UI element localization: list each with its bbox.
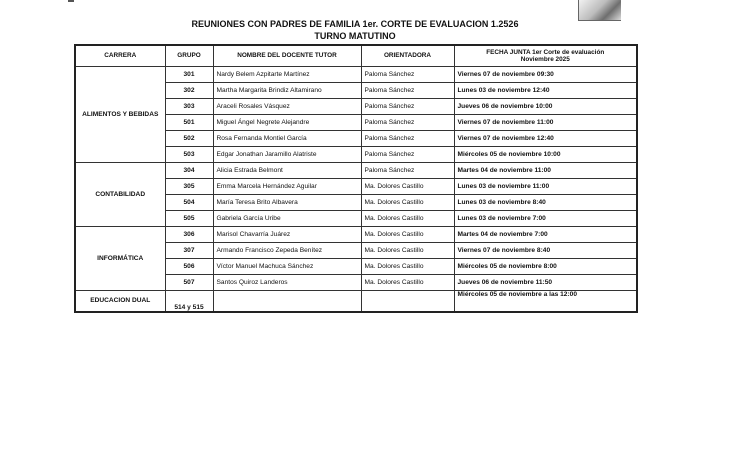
row-docente: Miguel Ángel Negrete Alejandre <box>213 115 361 131</box>
row-orientadora: Ma. Dolores Castillo <box>361 227 454 243</box>
row-grupo: 505 <box>165 211 213 227</box>
row-orientadora: Ma. Dolores Castillo <box>361 179 454 195</box>
row-grupo: 501 <box>165 115 213 131</box>
row-docente: María Teresa Brito Albavera <box>213 195 361 211</box>
row-grupo: 503 <box>165 147 213 163</box>
header-fecha-line2: Noviembre 2025 <box>520 56 570 63</box>
row-orientadora: Paloma Sánchez <box>361 115 454 131</box>
row-docente: Gabriela García Uribe <box>213 211 361 227</box>
row-docente: Edgar Jonathan Jaramillo Alatriste <box>213 147 361 163</box>
table-row-dual <box>75 291 637 313</box>
row-fecha: Miércoles 05 de noviembre 10:00 <box>454 147 637 163</box>
career-contabilidad: CONTABILIDAD <box>75 163 165 227</box>
row-fecha: Jueves 06 de noviembre 10:00 <box>454 99 637 115</box>
row-grupo: 502 <box>165 131 213 147</box>
table-row <box>75 227 637 243</box>
row-fecha: Viernes 07 de noviembre 8:40 <box>454 243 637 259</box>
row-docente: Rosa Fernanda Montiel García <box>213 131 361 147</box>
document-title: REUNIONES CON PADRES DE FAMILIA 1er. CORTE DE EVALUACION 1.2526 <box>191 19 519 29</box>
row-fecha: Viernes 07 de noviembre 11:00 <box>454 115 637 131</box>
dual-fecha: Miércoles 05 de noviembre a las 12:00 <box>454 291 637 313</box>
row-orientadora: Ma. Dolores Castillo <box>361 259 454 275</box>
row-fecha: Lunes 03 de noviembre 12:40 <box>454 83 637 99</box>
document-subtitle: TURNO MATUTINO <box>314 31 396 41</box>
row-grupo: 307 <box>165 243 213 259</box>
row-docente: Armando Francisco Zepeda Benítez <box>213 243 361 259</box>
row-grupo: 304 <box>165 163 213 179</box>
row-fecha: Viernes 07 de noviembre 09:30 <box>454 67 637 83</box>
corner-mark <box>68 0 74 2</box>
row-orientadora: Paloma Sánchez <box>361 67 454 83</box>
row-fecha: Lunes 03 de noviembre 8:40 <box>454 195 637 211</box>
career-alimentos: ALIMENTOS Y BEBIDAS <box>75 67 165 163</box>
row-grupo: 303 <box>165 99 213 115</box>
header-photo <box>578 0 621 21</box>
career-dual: EDUCACION DUAL <box>75 291 165 313</box>
meetings-table <box>74 44 638 313</box>
row-docente: Santos Quiroz Landeros <box>213 275 361 291</box>
row-docente: Alicia Estrada Belmont <box>213 163 361 179</box>
row-fecha: Miércoles 05 de noviembre 8:00 <box>454 259 637 275</box>
dual-docente-empty <box>213 291 361 313</box>
row-fecha: Lunes 03 de noviembre 11:00 <box>454 179 637 195</box>
row-grupo: 306 <box>165 227 213 243</box>
header-fecha-line1: FECHA JUNTA 1er Corte de evaluación <box>486 48 605 56</box>
row-docente: Marisol Chavarría Juárez <box>213 227 361 243</box>
row-docente: Víctor Manuel Machuca Sánchez <box>213 259 361 275</box>
row-docente: Araceli Rosales Vásquez <box>213 99 361 115</box>
career-informatica: INFORMÁTICA <box>75 227 165 291</box>
row-grupo: 504 <box>165 195 213 211</box>
row-fecha: Jueves 06 de noviembre 11:50 <box>454 275 637 291</box>
row-orientadora: Paloma Sánchez <box>361 163 454 179</box>
row-grupo: 305 <box>165 179 213 195</box>
dual-orientadora-empty <box>361 291 454 313</box>
row-orientadora: Paloma Sánchez <box>361 99 454 115</box>
row-orientadora: Ma. Dolores Castillo <box>361 211 454 227</box>
row-docente: Nardy Belem Azpitarte Martínez <box>213 67 361 83</box>
header-fecha <box>454 45 637 67</box>
header-orientadora: ORIENTADORA <box>361 45 454 67</box>
header-grupo: GRUPO <box>165 45 213 67</box>
row-docente: Emma Marcela Hernández Aguilar <box>213 179 361 195</box>
row-fecha: Martes 04 de noviembre 7:00 <box>454 227 637 243</box>
header-docente: NOMBRE DEL DOCENTE TUTOR <box>213 45 361 67</box>
row-fecha: Martes 04 de noviembre 11:00 <box>454 163 637 179</box>
row-orientadora: Paloma Sánchez <box>361 131 454 147</box>
row-fecha: Viernes 07 de noviembre 12:40 <box>454 131 637 147</box>
table-row <box>75 163 637 179</box>
row-orientadora: Ma. Dolores Castillo <box>361 243 454 259</box>
row-grupo: 506 <box>165 259 213 275</box>
row-fecha: Lunes 03 de noviembre 7:00 <box>454 211 637 227</box>
header-carrera: CARRERA <box>75 45 165 67</box>
row-orientadora: Paloma Sánchez <box>361 147 454 163</box>
table-header-row <box>75 45 637 67</box>
table-row <box>75 67 637 83</box>
dual-grupo: 514 y 515 <box>165 291 213 313</box>
row-docente: Martha Margarita Brindiz Altamirano <box>213 83 361 99</box>
row-orientadora: Ma. Dolores Castillo <box>361 195 454 211</box>
row-orientadora: Paloma Sánchez <box>361 83 454 99</box>
row-grupo: 302 <box>165 83 213 99</box>
row-grupo: 301 <box>165 67 213 83</box>
row-grupo: 507 <box>165 275 213 291</box>
row-orientadora: Ma. Dolores Castillo <box>361 275 454 291</box>
